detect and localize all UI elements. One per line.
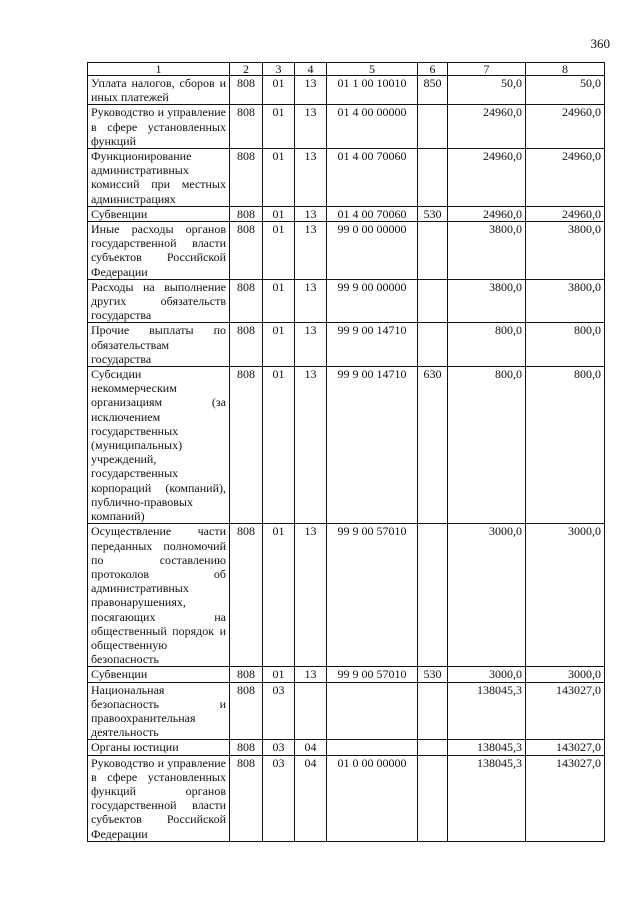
row-name-cell: Расходы на выполнение других обязательств государства [88, 279, 230, 323]
row-code-cell: 808 [230, 367, 263, 524]
row-amount-cell: 3800,0 [448, 279, 526, 323]
row-target-cell: 99 9 00 00000 [327, 279, 418, 323]
row-subsection-cell: 13 [295, 222, 327, 280]
row-amount-cell: 24960,0 [448, 105, 526, 149]
row-section-cell: 03 [263, 740, 295, 755]
row-amount-cell: 3000,0 [526, 667, 605, 682]
table-header [88, 63, 605, 76]
row-section-cell: 01 [263, 667, 295, 682]
row-code-cell: 808 [230, 222, 263, 280]
row-section-cell: 01 [263, 524, 295, 667]
row-section-cell: 03 [263, 755, 295, 841]
row-section-cell: 01 [263, 222, 295, 280]
row-target-cell: 01 4 00 70060 [327, 149, 418, 207]
header-cell: 1 [88, 63, 230, 76]
row-amount-cell: 800,0 [526, 323, 605, 367]
table-row [88, 524, 605, 667]
row-amount-cell: 138045,3 [448, 682, 526, 740]
table-row [88, 740, 605, 755]
row-name-cell: Функционирование административных комиссий при местных администрациях [88, 149, 230, 207]
table-row [88, 279, 605, 323]
row-section-cell: 01 [263, 367, 295, 524]
row-code-cell: 808 [230, 76, 263, 105]
row-subsection-cell: 13 [295, 206, 327, 221]
table-row [88, 323, 605, 367]
header-cell: 3 [263, 63, 295, 76]
row-name-cell: Национальная безопасность и правоохранительная деятельность [88, 682, 230, 740]
header-cell: 5 [327, 63, 418, 76]
row-section-cell: 01 [263, 149, 295, 207]
row-section-cell: 03 [263, 682, 295, 740]
row-type-cell [418, 222, 448, 280]
row-code-cell: 808 [230, 667, 263, 682]
row-target-cell: 99 9 00 14710 [327, 323, 418, 367]
table-row [88, 667, 605, 682]
table-row [88, 682, 605, 740]
row-amount-cell: 143027,0 [526, 682, 605, 740]
row-type-cell [418, 755, 448, 841]
row-name-cell: Субвенции [88, 667, 230, 682]
row-name-cell: Руководство и управление в сфере установленных функций органов государственной власти субъектов Российской Федерации [88, 755, 230, 841]
header-cell: 6 [418, 63, 448, 76]
row-subsection-cell: 13 [295, 149, 327, 207]
row-target-cell [327, 740, 418, 755]
row-code-cell: 808 [230, 755, 263, 841]
row-code-cell: 808 [230, 105, 263, 149]
row-subsection-cell: 13 [295, 76, 327, 105]
row-amount-cell: 3800,0 [526, 222, 605, 280]
table-row [88, 367, 605, 524]
row-amount-cell: 24960,0 [526, 206, 605, 221]
table-row [88, 222, 605, 280]
row-name-cell: Прочие выплаты по обязательствам государства [88, 323, 230, 367]
header-cell: 4 [295, 63, 327, 76]
row-subsection-cell: 13 [295, 105, 327, 149]
table-body [88, 76, 605, 842]
row-code-cell: 808 [230, 740, 263, 755]
budget-table [87, 62, 605, 842]
row-type-cell: 530 [418, 667, 448, 682]
row-section-cell: 01 [263, 76, 295, 105]
row-amount-cell: 50,0 [526, 76, 605, 105]
row-target-cell [327, 682, 418, 740]
row-amount-cell: 143027,0 [526, 740, 605, 755]
row-type-cell [418, 279, 448, 323]
row-name-cell: Субвенции [88, 206, 230, 221]
row-subsection-cell: 13 [295, 323, 327, 367]
row-name-cell: Уплата налогов, сборов и иных платежей [88, 76, 230, 105]
header-cell: 8 [526, 63, 605, 76]
row-target-cell: 99 9 00 57010 [327, 667, 418, 682]
row-subsection-cell: 13 [295, 367, 327, 524]
row-target-cell: 01 4 00 00000 [327, 105, 418, 149]
row-name-cell: Субсидии некоммерческим организациям (за исключением государственных (муниципальных) учреждений, государственных корпораций (компаний), публично-правовых компаний) [88, 367, 230, 524]
row-code-cell: 808 [230, 323, 263, 367]
header-cell: 7 [448, 63, 526, 76]
table-row [88, 105, 605, 149]
row-amount-cell: 50,0 [448, 76, 526, 105]
row-type-cell [418, 682, 448, 740]
row-code-cell: 808 [230, 206, 263, 221]
row-target-cell: 01 1 00 10010 [327, 76, 418, 105]
row-subsection-cell [295, 682, 327, 740]
row-type-cell [418, 149, 448, 207]
row-amount-cell: 143027,0 [526, 755, 605, 841]
row-target-cell: 99 9 00 14710 [327, 367, 418, 524]
header-cell: 2 [230, 63, 263, 76]
row-subsection-cell: 13 [295, 524, 327, 667]
table-row [88, 755, 605, 841]
row-type-cell [418, 323, 448, 367]
row-target-cell: 99 0 00 00000 [327, 222, 418, 280]
row-type-cell [418, 740, 448, 755]
row-target-cell: 01 0 00 00000 [327, 755, 418, 841]
row-amount-cell: 800,0 [448, 323, 526, 367]
row-amount-cell: 24960,0 [448, 149, 526, 207]
row-target-cell: 99 9 00 57010 [327, 524, 418, 667]
page-number: 360 [590, 36, 610, 51]
row-name-cell: Органы юстиции [88, 740, 230, 755]
table-row [88, 206, 605, 221]
row-amount-cell: 800,0 [448, 367, 526, 524]
row-code-cell: 808 [230, 682, 263, 740]
row-section-cell: 01 [263, 279, 295, 323]
row-name-cell: Осуществление части переданных полномочий по составлению протоколов об административных правонарушениях, посягающих на общественный порядок и общественную безопасность [88, 524, 230, 667]
row-subsection-cell: 13 [295, 279, 327, 323]
row-subsection-cell: 04 [295, 740, 327, 755]
row-amount-cell: 800,0 [526, 367, 605, 524]
row-code-cell: 808 [230, 279, 263, 323]
row-target-cell: 01 4 00 70060 [327, 206, 418, 221]
row-name-cell: Иные расходы органов государственной власти субъектов Российской Федерации [88, 222, 230, 280]
row-amount-cell: 138045,3 [448, 755, 526, 841]
row-amount-cell: 3000,0 [526, 524, 605, 667]
row-code-cell: 808 [230, 149, 263, 207]
row-name-cell: Руководство и управление в сфере установленных функций [88, 105, 230, 149]
row-type-cell [418, 105, 448, 149]
row-amount-cell: 24960,0 [448, 206, 526, 221]
row-amount-cell: 3000,0 [448, 667, 526, 682]
row-section-cell: 01 [263, 323, 295, 367]
row-section-cell: 01 [263, 105, 295, 149]
row-amount-cell: 3800,0 [526, 279, 605, 323]
row-amount-cell: 24960,0 [526, 105, 605, 149]
row-subsection-cell: 13 [295, 667, 327, 682]
table-row [88, 149, 605, 207]
row-amount-cell: 3000,0 [448, 524, 526, 667]
row-type-cell: 630 [418, 367, 448, 524]
row-code-cell: 808 [230, 524, 263, 667]
row-type-cell: 850 [418, 76, 448, 105]
row-amount-cell: 24960,0 [526, 149, 605, 207]
row-amount-cell: 138045,3 [448, 740, 526, 755]
row-type-cell: 530 [418, 206, 448, 221]
row-type-cell [418, 524, 448, 667]
table-row [88, 76, 605, 105]
row-section-cell: 01 [263, 206, 295, 221]
row-subsection-cell: 04 [295, 755, 327, 841]
row-amount-cell: 3800,0 [448, 222, 526, 280]
